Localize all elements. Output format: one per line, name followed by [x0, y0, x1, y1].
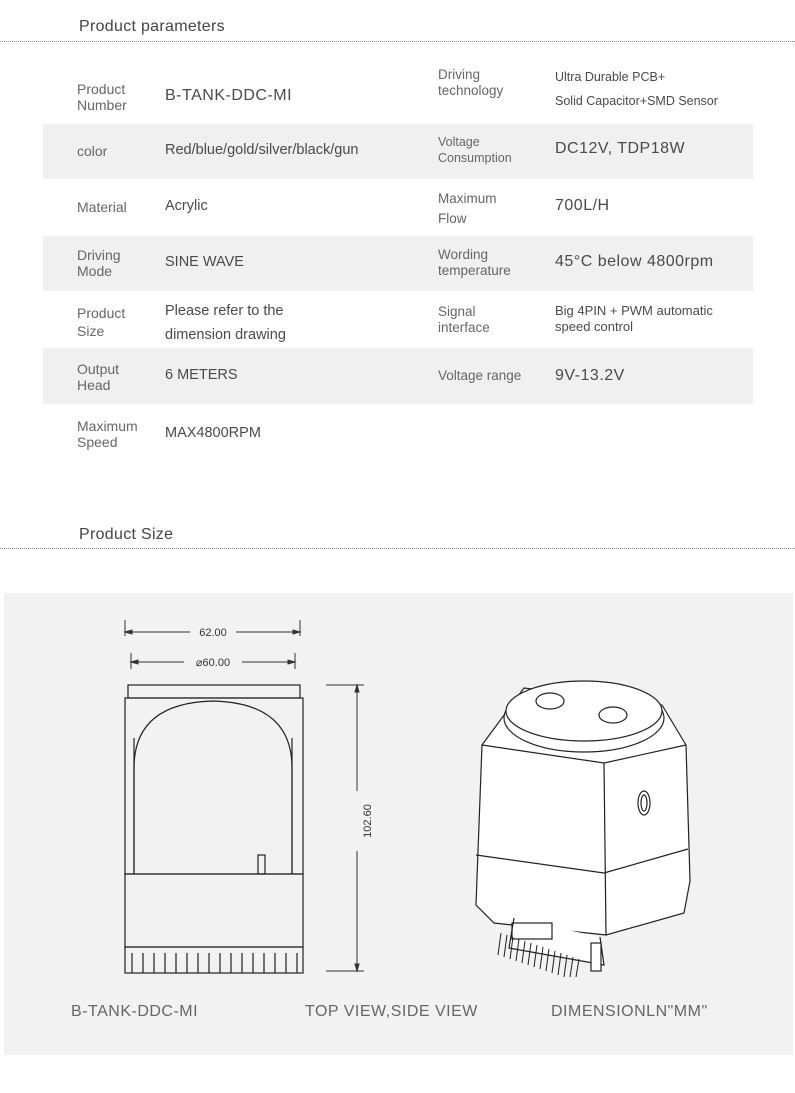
dimension-drawing: [4, 593, 793, 1055]
row-label-2: Driving technology: [438, 67, 504, 98]
size-title: Product Size: [79, 526, 174, 543]
size-divider: [0, 548, 795, 549]
dimension-drawing-panel: [4, 593, 793, 1055]
row-label: Driving Mode: [77, 247, 121, 279]
dim-width-label: 62.00: [199, 627, 227, 639]
row-label: Product Number: [77, 81, 127, 113]
table-row: [43, 404, 753, 462]
row-value-2: Ultra Durable PCB+ Solid Capacitor+SMD Sensor: [555, 70, 718, 108]
side-view-drawing: [125, 685, 303, 973]
row-label: Product Size: [77, 305, 126, 339]
row-label-2: Voltage Consumption: [438, 135, 512, 165]
pump-3d-view: [476, 681, 690, 977]
pin-row: [132, 953, 297, 973]
row-label-2: Maximum Flow: [438, 191, 497, 226]
row-label-2: Wording temperature: [438, 247, 511, 278]
table-row: [43, 124, 753, 179]
parameters-title: Product parameters: [79, 18, 225, 35]
table-row: [43, 348, 753, 404]
caption-model: B-TANK-DDC-MI: [71, 1003, 199, 1020]
table-row: [43, 236, 753, 291]
table-row: [43, 179, 753, 236]
row-value-2: DC12V, TDP18W: [555, 140, 686, 157]
dim-diameter-label: ⌀60.00: [195, 657, 231, 669]
row-value: Red/blue/gold/silver/black/gun: [165, 142, 359, 158]
row-label: Output Head: [77, 361, 120, 393]
row-value-2: 9V-13.2V: [555, 367, 625, 384]
parameters-divider: [0, 41, 795, 42]
row-value-2: 700L/H: [555, 197, 610, 214]
dim-height: [326, 685, 364, 971]
table-row: [43, 62, 753, 124]
dim-height-label: 102.60: [362, 804, 374, 838]
row-value: 6 METERS: [165, 367, 238, 383]
row-value: Please refer to the dimension drawing: [165, 303, 286, 343]
row-value-2: 45°C below 4800rpm: [555, 253, 714, 270]
row-label: Maximum Speed: [77, 418, 138, 450]
caption-units: DIMENSIONLN"MM": [551, 1003, 708, 1020]
row-label-2: Signal interface: [438, 304, 490, 335]
caption-views: TOP VIEW,SIDE VIEW: [305, 1003, 478, 1020]
row-label: color: [77, 143, 108, 159]
row-value: B-TANK-DDC-MI: [165, 87, 293, 104]
row-value-2: Big 4PIN + PWM automatic speed control: [555, 303, 713, 334]
row-value: Acrylic: [165, 198, 208, 214]
row-label-2: Voltage range: [438, 368, 522, 383]
row-label: Material: [77, 199, 127, 215]
row-value: MAX4800RPM: [165, 425, 261, 441]
table-row: [43, 291, 753, 348]
row-value: SINE WAVE: [165, 254, 244, 270]
